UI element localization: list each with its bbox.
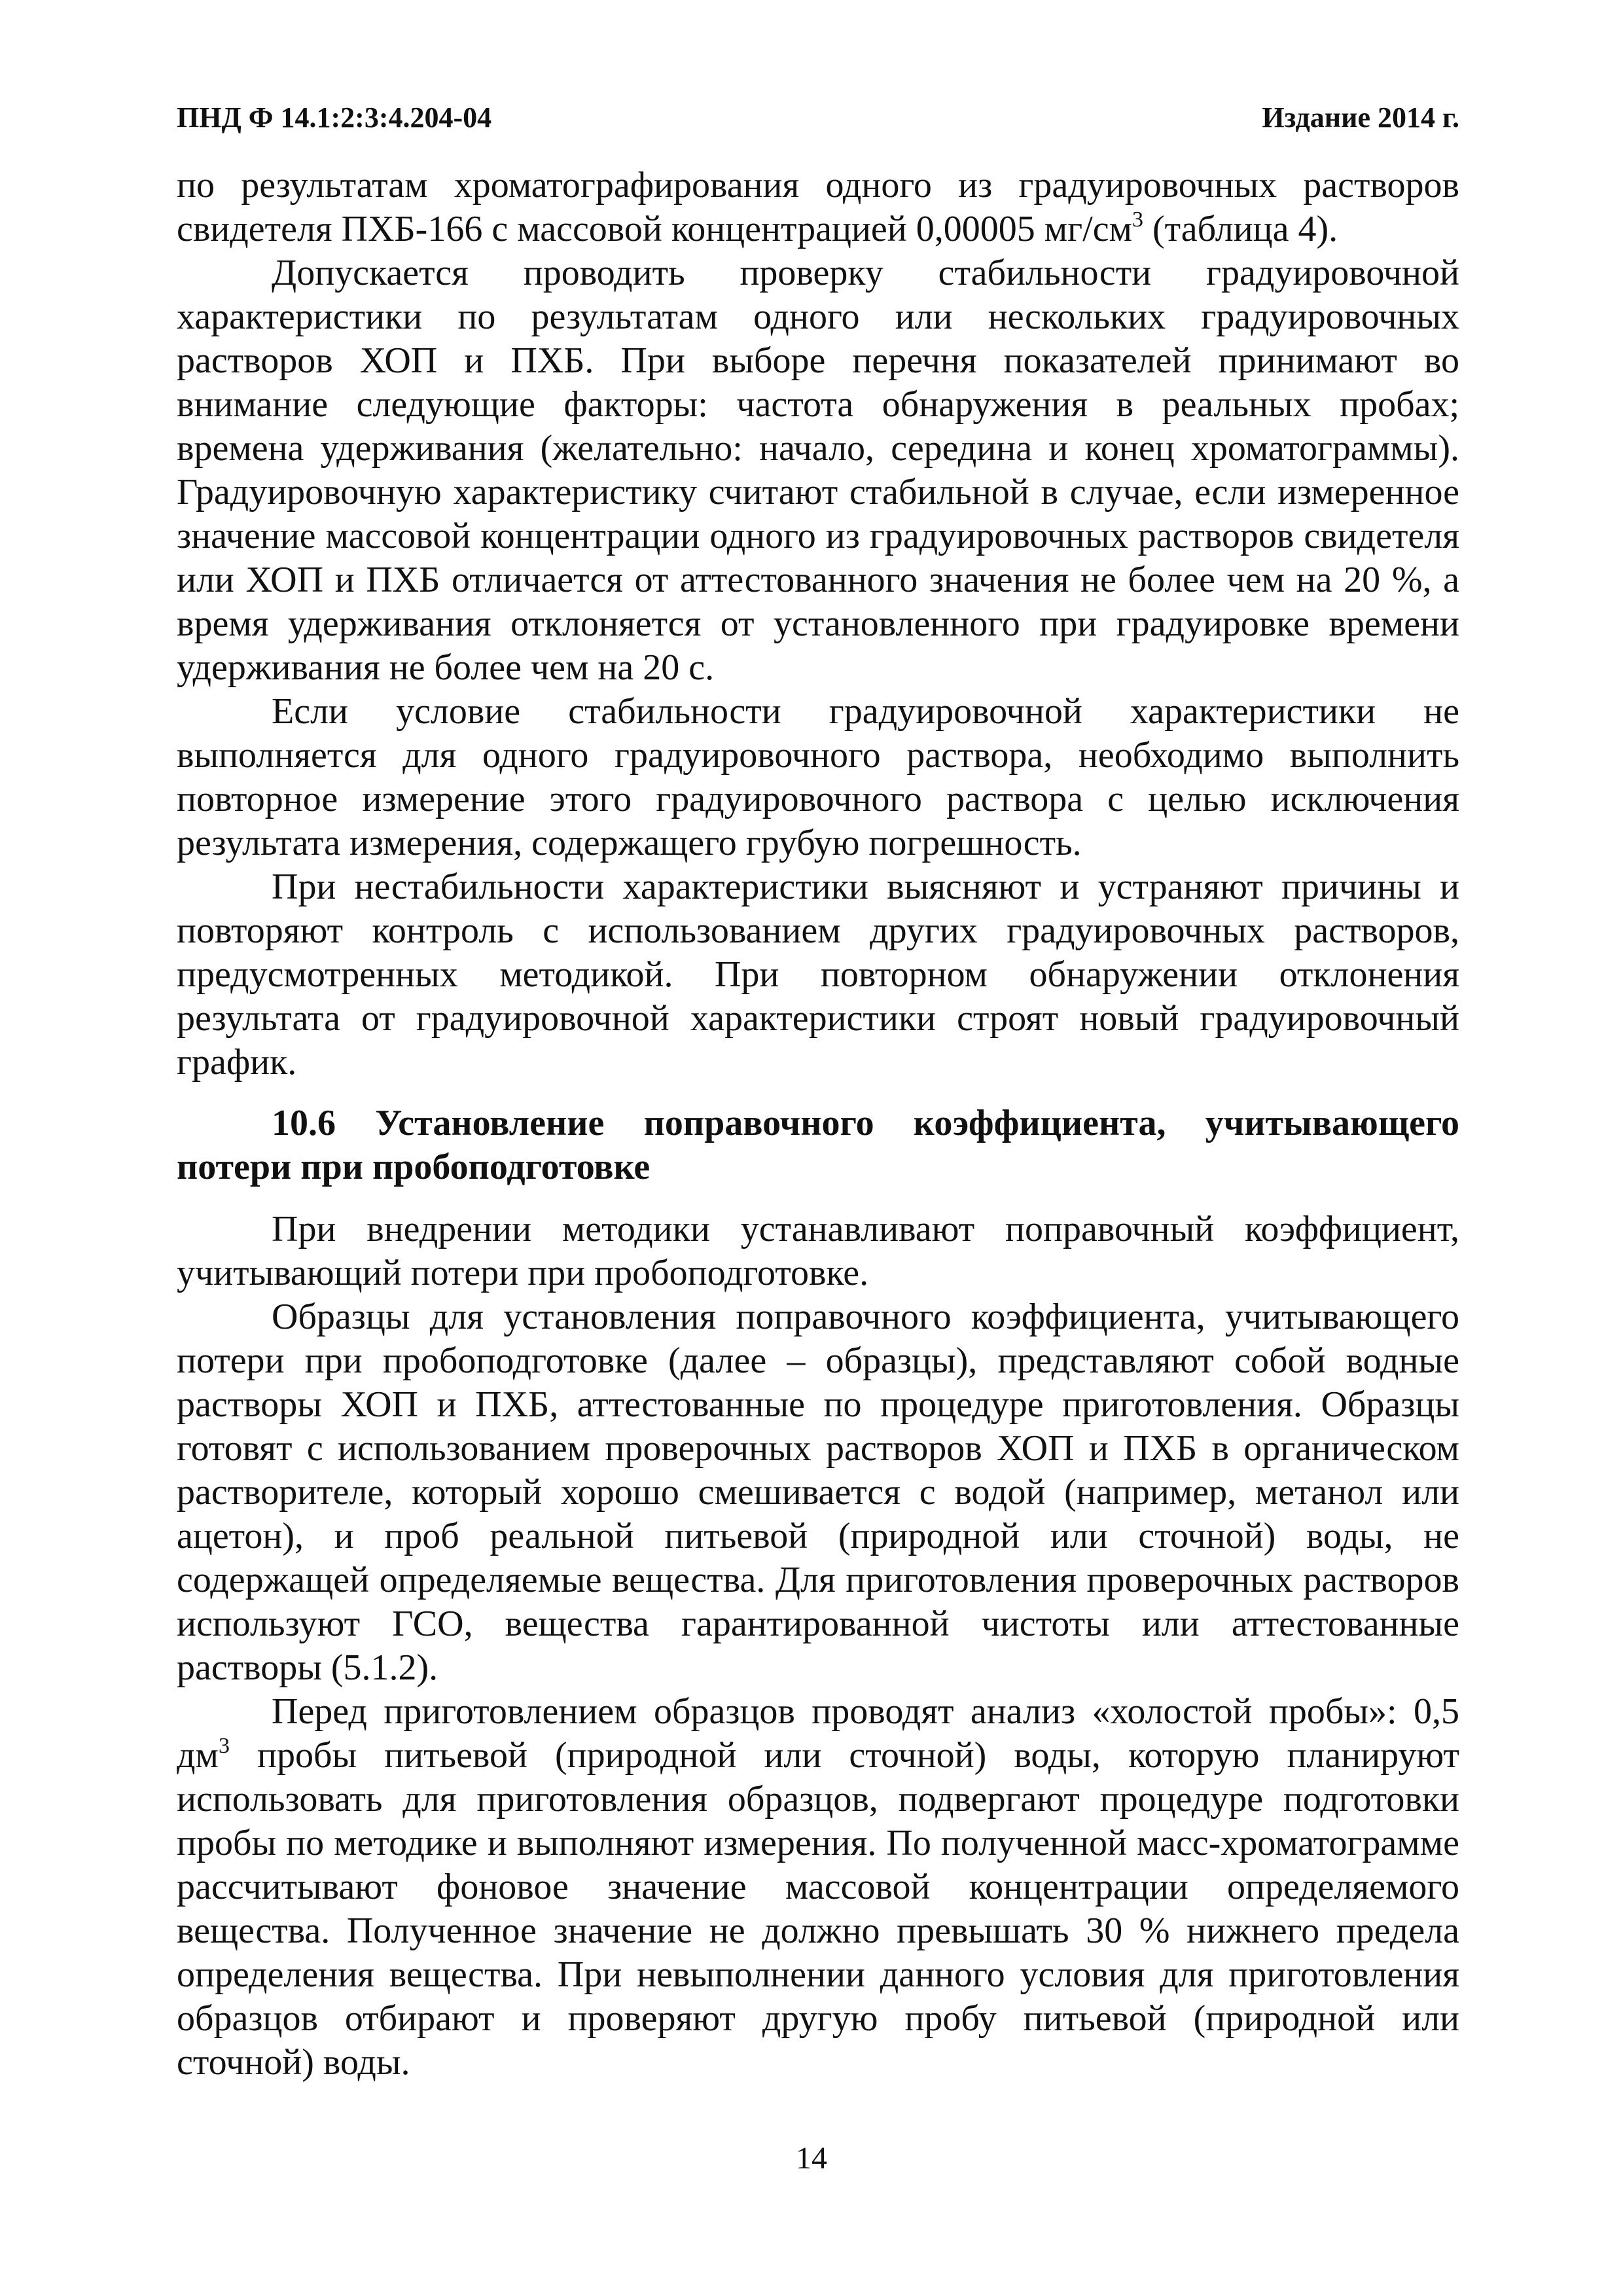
page-header (177, 92, 1459, 144)
paragraph-7-tail: пробы питьевой (природной или сточной) воды, которую планируют использовать для приготовления образцов, подвергают процедуре подготовки пробы по методике и выполняют измерения. По полученной масс-хроматограмме рассчитывают фоновое значение массовой концентрации определяемого вещества. Полученное значение не должно превышать 30 % нижнего предела определения вещества. При невыполнении данного условия для приготовления образцов отбирают и проверяют другую пробу питьевой (природной или сточной) воды. (177, 1735, 1459, 2083)
paragraph-2: Допускается проводить проверку стабильности градуировочной характеристики по результатам одного или нескольких градуировочных растворов ХОП и ПХБ. При выборе перечня показателей принимают во внимание следующие факторы: частота обнаружения в реальных пробах; времена удерживания (желательно: начало, середина и конец хроматограммы). Градуировочную характеристику считают стабильной в случае, если измеренное значение массовой концентрации одного из градуировочных растворов свидетеля или ХОП и ПХБ отличается от аттестованного значения не более чем на 20 %, а время удерживания отклоняется от установленного при градуировке времени удерживания не более чем на 20 с. (177, 253, 1459, 688)
cubic-superscript: 3 (1132, 207, 1143, 232)
document-code: ПНД Ф 14.1:2:3:4.204-04 (177, 101, 492, 134)
paragraph-3: Если условие стабильности градуировочной характеристики не выполняется для одного градуировочного раствора, необходимо выполнить повторное измерение этого градуировочного раствора с целью исключения результата измерения, содержащего грубую погрешность. (177, 691, 1459, 863)
paragraph-6: Образцы для установления поправочного коэффициента, учитывающего потери при пробоподготовке (далее – образцы), представляют собой водные растворы ХОП и ПХБ, аттестованные по процедуре приготовления. Образцы готовят с использованием проверочных растворов ХОП и ПХБ в органическом растворителе, который хорошо смешивается с водой (например, метанол или ацетон), и проб реальной питьевой (природной или сточной) воды, не содержащей определяемые вещества. Для приготовления проверочных растворов используют ГСО, вещества гарантированной чистоты или аттестованные растворы (5.1.2). (177, 1297, 1459, 1688)
paragraph-5: При внедрении методики устанавливают поправочный коэффициент, учитывающий потери при пробоподготовке. (177, 1209, 1459, 1293)
paragraph-7 (177, 1690, 1459, 2085)
edition-label: Издание 2014 г. (1262, 101, 1459, 134)
section-heading: 10.6 Установление поправочного коэффициента, учитывающего потери при пробоподготовке (177, 1103, 1459, 1187)
document-body (177, 164, 1459, 2085)
paragraph-1 (177, 164, 1459, 251)
paragraph-4: При нестабильности характеристики выясняют и устраняют причины и повторяют контроль с использованием других градуировочных растворов, предусмотренных методикой. При повторном обнаружении отклонения результата от градуировочной характеристики строят новый градуировочный график. (177, 867, 1459, 1083)
paragraph-1-tail: (таблица 4). (1143, 209, 1338, 249)
cubic-superscript: 3 (218, 1734, 230, 1758)
paragraph-1-text: по результатам хроматографирования одного из градуировочных растворов свидетеля ПХБ-166 с массовой концентрацией 0,00005 мг/см (177, 165, 1459, 249)
paragraph-7-text: Перед приготовлением образцов проводят анализ «холостой пробы»: 0,5 дм (177, 1691, 1459, 1776)
page-number: 14 (796, 2141, 827, 2176)
